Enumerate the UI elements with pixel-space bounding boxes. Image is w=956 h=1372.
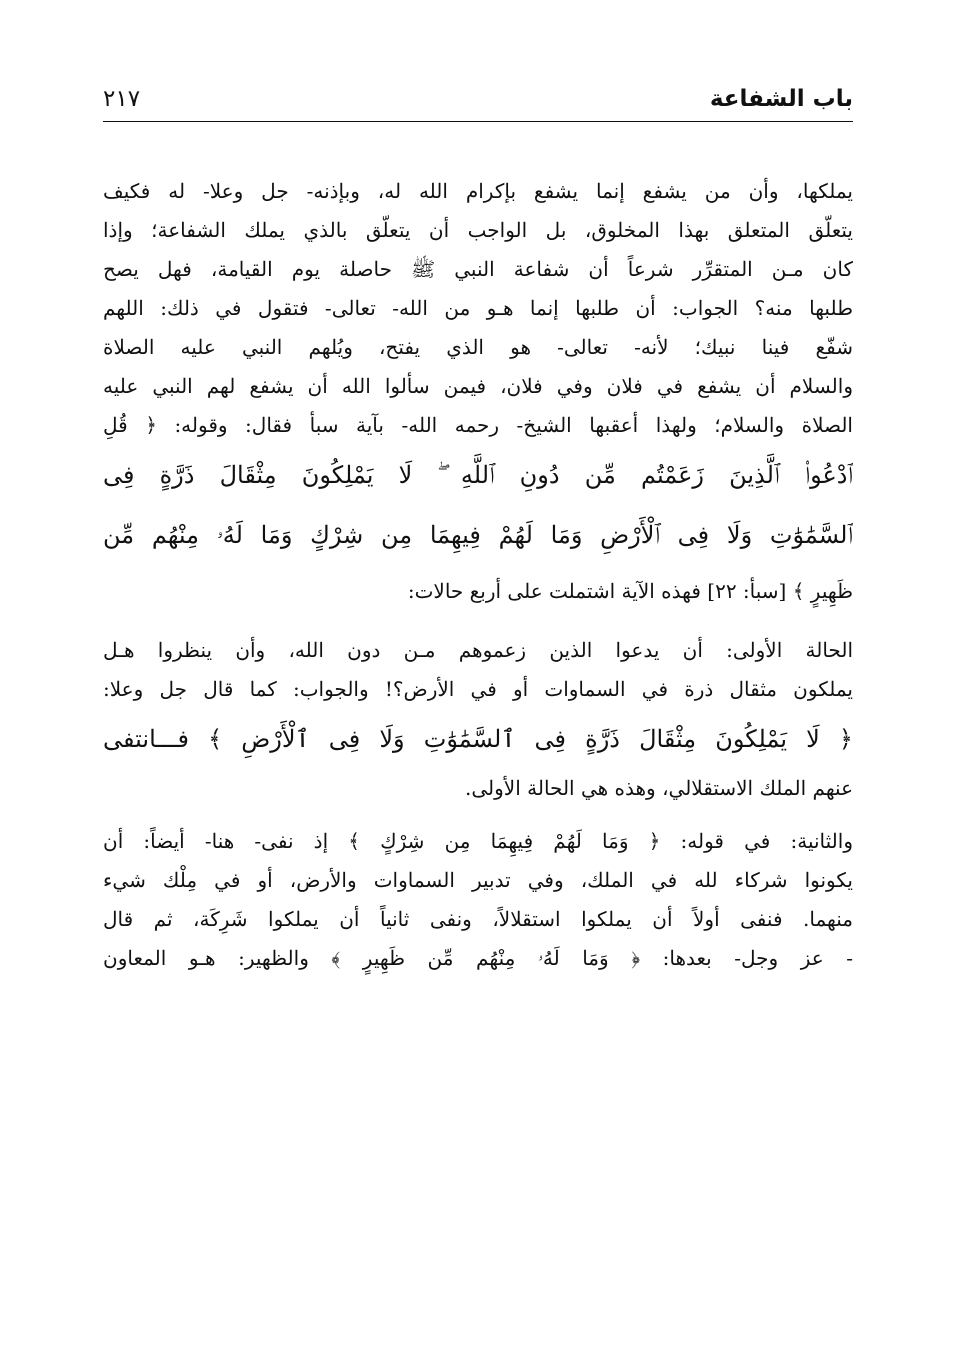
text-line: طلبها منه؟ الجواب: أن طلبها إنما هـو من الله- تعالى- فتقول في ذلك: اللهم bbox=[103, 296, 853, 320]
text-line: الصلاة والسلام؛ ولهذا أعقبها الشيخ- رحمه الله- بآية سبأ فقال: وقوله: ﴿ قُلِ bbox=[103, 413, 853, 437]
header-rule bbox=[103, 121, 853, 122]
paragraph-gap bbox=[103, 617, 853, 631]
paragraph-gap bbox=[103, 808, 853, 822]
text-line: شفّع فينا نبيك؛ لأنه- تعالى- هو الذي يفتح، ويُلهم النبي عليه الصلاة bbox=[103, 335, 853, 359]
quran-verse-line: ﴿ لَا يَمْلِكُونَ مِثْقَالَ ذَرَّةٍ فِى ٱلسَّمَٰوَٰتِ وَلَا فِى ٱلْأَرْضِ ﴾ فـــانتفى bbox=[103, 725, 853, 753]
text-line: كان مـن المتقرِّر شرعاً أن شفاعة النبي ﷺ حاصلة يوم القيامة، فهل يصح bbox=[103, 257, 853, 281]
quran-verse-line: ٱلسَّمَٰوَٰتِ وَلَا فِى ٱلْأَرْضِ وَمَا لَهُمْ فِيهِمَا مِن شِرْكٍ وَمَا لَهُۥ مِنْهُم مِّن bbox=[103, 521, 853, 549]
text-line: يكونوا شركاء لله في الملك، وفي تدبير السماوات والأرض، أو في مِلْك شيء bbox=[103, 868, 853, 892]
text-line: والثانية: في قوله: ﴿ وَمَا لَهُمْ فِيهِمَا مِن شِرْكٍ ﴾ إذ نفى- هنا- أيضاً: أن bbox=[103, 829, 853, 853]
running-title: باب الشفاعة bbox=[709, 86, 853, 112]
body-text bbox=[103, 172, 853, 978]
text-line: ظَهِيرٍ ﴾ [سبأ: ٢٢] فهذه الآية اشتملت على أربع حالات: bbox=[407, 579, 853, 603]
text-line: يتعلّق المتعلق بهذا المخلوق، بل الواجب أن يتعلّق بالذي يملك الشفاعة؛ وإذا bbox=[103, 218, 853, 242]
text-line: منهما. فنفى أولاً أن يملكوا استقلالاً، ونفى ثانياً أن يملكوا شَرِكَة، ثم قال bbox=[103, 907, 853, 931]
text-line: - عز وجل- بعدها: ﴿ وَمَا لَهُۥ مِنْهُم مِّن ظَهِيرٍ ﴾ والظهير: هـو المعاون bbox=[103, 946, 853, 970]
text-line: يملكون مثقال ذرة في السماوات أو في الأرض؟! والجواب: كما قال جل وعلا: bbox=[103, 677, 853, 701]
text-line: والسلام أن يشفع في فلان وفي فلان، فيمن سألوا الله أن يشفع لهم النبي عليه bbox=[103, 374, 853, 398]
text-line: يملكها، وأن من يشفع إنما يشفع بإكرام الله له، وبإذنه- جل وعلا- له فكيف bbox=[103, 179, 853, 203]
page-header bbox=[103, 82, 853, 118]
page-number: ٢١٧ bbox=[103, 86, 141, 112]
text-line: الحالة الأولى: أن يدعوا الذين زعموهم مـن دون الله، وأن ينظروا هـل bbox=[103, 638, 853, 662]
quran-verse-line: ٱدْعُوا۟ ٱلَّذِينَ زَعَمْتُم مِّن دُونِ ٱللَّهِ ۖ لَا يَمْلِكُونَ مِثْقَالَ ذَرَّةٍ فِى bbox=[103, 461, 853, 489]
text-line: عنهم الملك الاستقلالي، وهذه هي الحالة الأولى. bbox=[465, 776, 853, 800]
